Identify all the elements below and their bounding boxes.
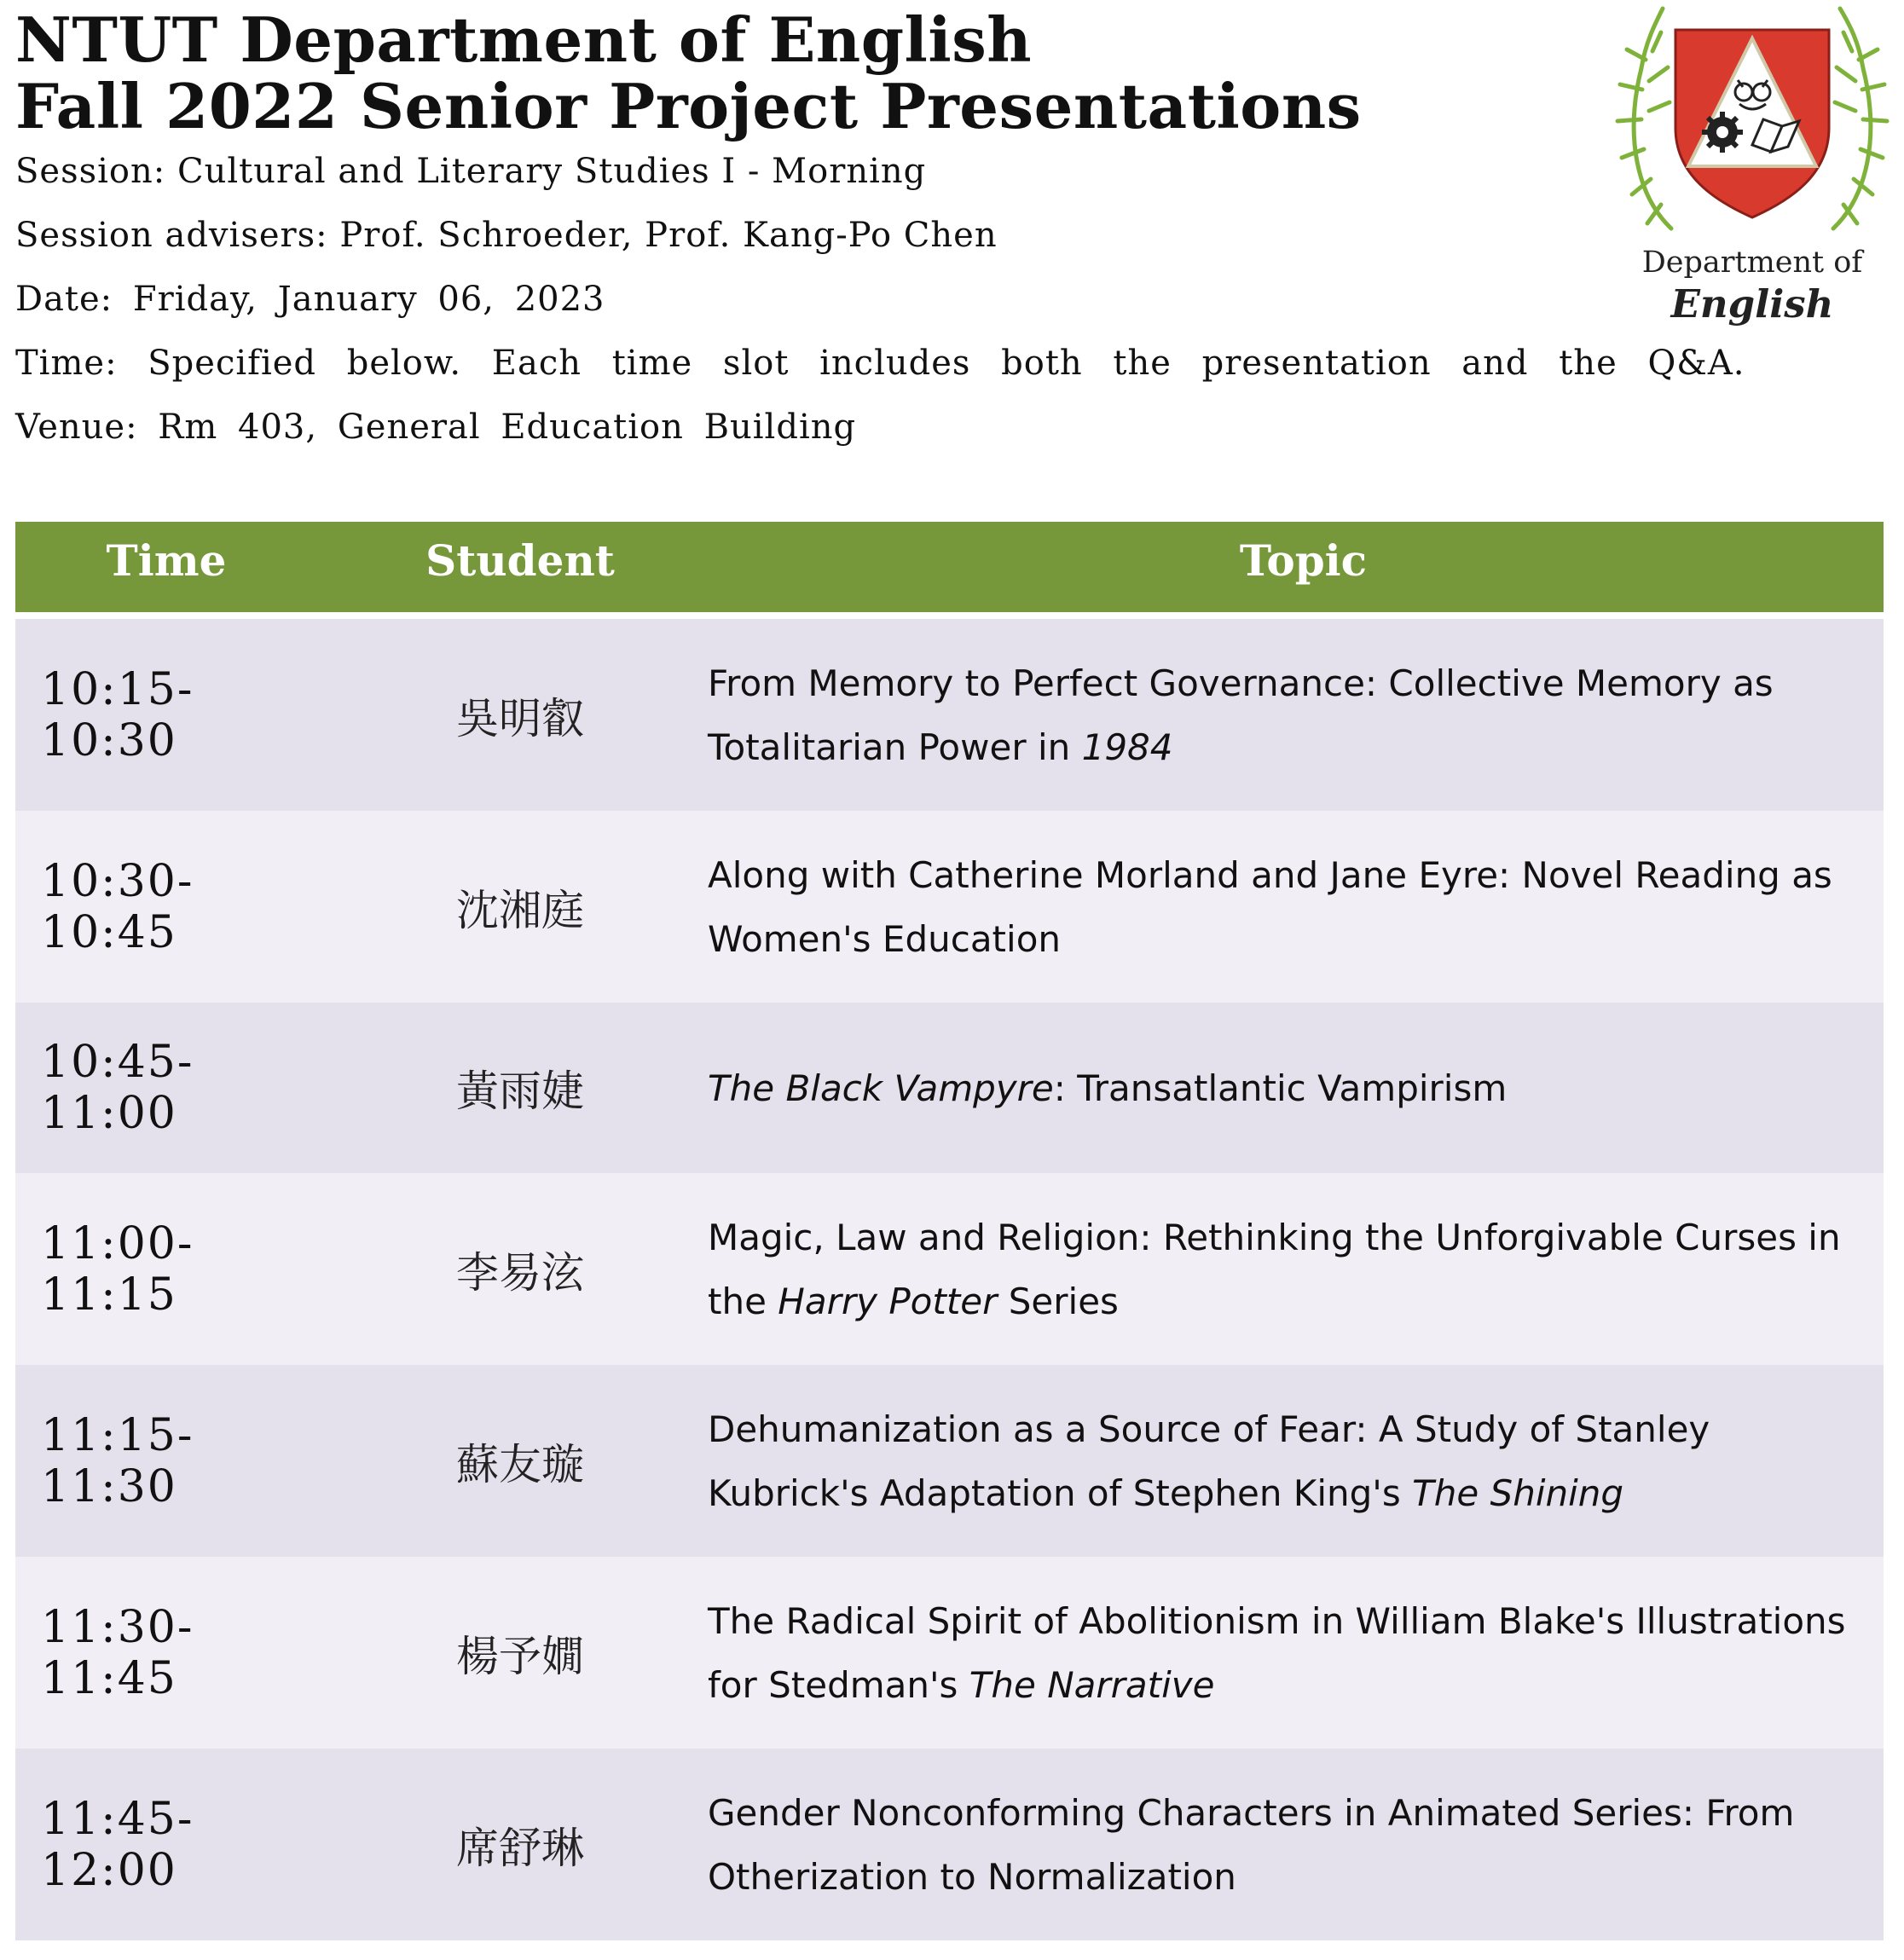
table-row [15, 1003, 1884, 1173]
topic-title [708, 1397, 1876, 1525]
time-slot: 11:15-11:30 [41, 1409, 194, 1512]
topic-italic-segment: The Narrative [969, 1663, 1215, 1706]
session-venue: Venue: Rm 403, General Education Building [15, 408, 857, 447]
topic-segment: Magic, Law and Religion: Rethinking the Unforgivable Curses in the [708, 1216, 1841, 1322]
topic-title [708, 1205, 1876, 1333]
topic-cell [708, 1749, 1876, 1940]
topic-title [708, 651, 1876, 779]
table-header [15, 522, 1884, 619]
table-row [15, 619, 1884, 811]
topic-italic-segment: 1984 [1081, 726, 1173, 768]
column-header-time: Time [106, 535, 227, 586]
table-body [15, 619, 1884, 1940]
session-name: Session: Cultural and Literary Studies I - Morning [15, 152, 927, 191]
logo-caption-english: English [1670, 281, 1834, 327]
student-name: 蘇友璇 [456, 1439, 584, 1489]
topic-italic-segment: The Shining [1412, 1471, 1624, 1514]
table-row [15, 1749, 1884, 1940]
topic-segment: Along with Catherine Morland and Jane Eyre: Novel Reading as Women's Education [708, 853, 1832, 960]
topic-segment: Dehumanization as a Source of Fear: A Study of Stanley Kubrick's Adaptation of Stephen King's [708, 1408, 1710, 1514]
student-name: 席舒琳 [456, 1823, 584, 1873]
topic-title [708, 1781, 1876, 1909]
topic-title [708, 1056, 1507, 1120]
topic-segment: Gender Nonconforming Characters in Animated Series: From Otherization to Normalization [708, 1791, 1795, 1898]
student-name: 沈湘庭 [456, 885, 584, 935]
time-slot: 10:45-11:00 [41, 1037, 194, 1139]
title-line-1: NTUT Department of English [15, 3, 1033, 76]
time-slot: 11:30-11:45 [41, 1601, 194, 1704]
table-row [15, 1557, 1884, 1749]
topic-cell [708, 811, 1876, 1003]
session-info [15, 143, 1745, 463]
time-slot: 10:30-10:45 [41, 855, 194, 958]
shield-icon [1675, 30, 1829, 217]
topic-italic-segment: Harry Potter [778, 1280, 998, 1322]
column-header-student: Student [425, 535, 615, 586]
topic-segment: From Memory to Perfect Governance: Collective Memory as Totalitarian Power in [708, 662, 1774, 768]
topic-segment: : Transatlantic Vampirism [1053, 1067, 1508, 1109]
topic-cell [708, 1365, 1876, 1557]
column-header-topic: Topic [1239, 535, 1368, 586]
topic-cell [708, 1557, 1876, 1749]
topic-cell [708, 1003, 1876, 1173]
page-title [15, 3, 1362, 142]
logo-caption-department: Department of [1641, 246, 1863, 280]
topic-cell [708, 619, 1876, 811]
time-slot: 10:15-10:30 [41, 663, 194, 766]
session-advisers: Session advisers: Prof. Schroeder, Prof. Kang-Po Chen [15, 216, 998, 255]
title-line-2: Fall 2022 Senior Project Presentations [15, 70, 1362, 142]
time-slot: 11:00-11:15 [41, 1217, 194, 1321]
topic-segment: The Radical Spirit of Abolitionism in William Blake's Illustrations for Stedman's [708, 1599, 1846, 1706]
student-name: 黃雨婕 [456, 1067, 584, 1116]
student-name: 吳明叡 [456, 693, 584, 743]
table-row [15, 811, 1884, 1003]
session-date: Date: Friday, January 06, 2023 [15, 280, 605, 319]
student-name: 李易泫 [456, 1247, 584, 1298]
topic-title [708, 843, 1876, 971]
schedule-table [15, 522, 1884, 1940]
time-slot: 11:45-12:00 [41, 1793, 194, 1896]
student-name: 楊予嫺 [456, 1631, 584, 1681]
topic-title [708, 1589, 1876, 1717]
table-row [15, 1173, 1884, 1365]
topic-segment: Series [997, 1280, 1119, 1322]
table-row [15, 1365, 1884, 1557]
topic-italic-segment: The Black Vampyre [708, 1067, 1054, 1109]
gear-icon [1702, 112, 1743, 153]
topic-cell [708, 1173, 1876, 1365]
session-time: Time: Specified below. Each time slot includes both the presentation and the Q&A. [15, 344, 1745, 383]
